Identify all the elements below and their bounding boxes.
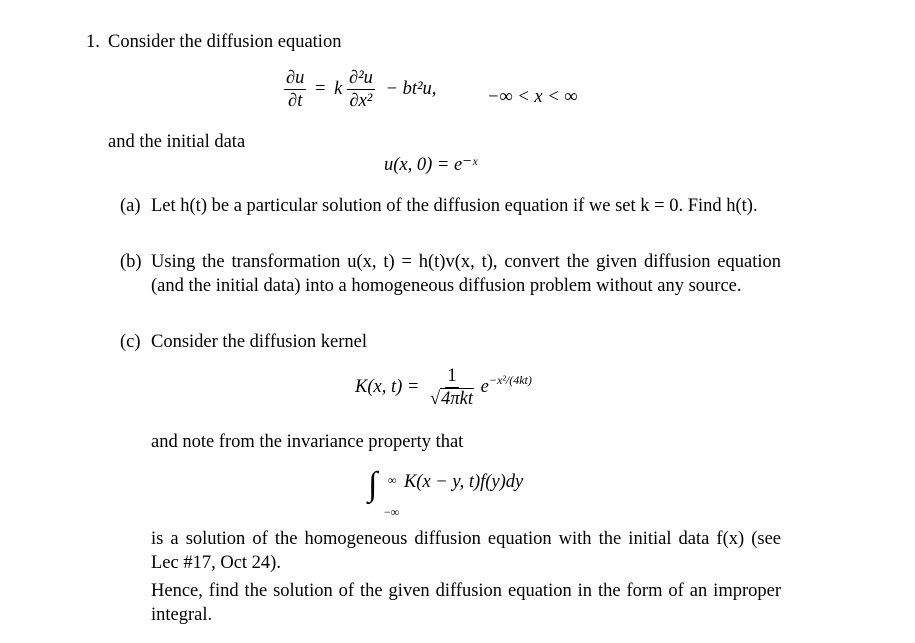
k-coefficient: k — [334, 78, 343, 99]
integral-upper-limit: ∞ — [388, 473, 397, 487]
problem-number: 1. — [86, 32, 100, 52]
closing-solution-text: is a solution of the homogeneous diffusion equation with the initial data f(x) (see Lec #17, Oct 24). — [151, 529, 781, 573]
du-dt-fraction: $\frac{\partial u}{\partial t}$ — [286, 68, 305, 111]
kernel-fraction — [428, 366, 476, 409]
d2u-dx2-fraction: $\frac{\text{∂²u}}{\text{∂x²}}$ — [348, 68, 373, 111]
part-a-text: Let h(t) be a particular solution of the diffusion equation if we set k = 0. Find h(t). — [151, 196, 758, 216]
integral-lower-limit: −∞ — [384, 505, 400, 519]
equals-sign: = — [315, 78, 326, 99]
spatial-domain: −∞ < x < ∞ — [487, 87, 578, 107]
part-b-label: (b) — [120, 252, 142, 272]
invariance-intro: and note from the invariance property that — [151, 432, 464, 452]
part-b-text: Using the transformation u(x, t) = h(t)v(x, t), convert the given diffusion equation (and the initial data) into a homogeneous diffusion problem without any source. — [151, 252, 781, 296]
part-c-text: Consider the diffusion kernel — [151, 332, 367, 352]
diffusion-equation — [284, 68, 436, 120]
convolution-integral — [368, 466, 524, 519]
initial-data-intro: and the initial data — [108, 132, 246, 152]
part-c-label: (c) — [120, 332, 141, 352]
kernel-denominator: √4πkt — [430, 389, 474, 409]
exponential-power: −x²/(4kt) — [488, 372, 532, 387]
closing-task-text: Hence, find the solution of the given diffusion equation in the form of an improper integral. — [151, 581, 781, 625]
decay-term: − bt²u, — [385, 78, 437, 99]
problem-intro: Consider the diffusion equation — [108, 32, 342, 52]
initial-data-equation: u(x, 0) = e⁻ˣ — [384, 155, 478, 175]
kernel-numerator: 1 — [447, 366, 457, 386]
exponential-base: e — [480, 376, 489, 397]
integral-sign: ∫ — [368, 466, 378, 503]
integrand: K(x − y, t)f(y)dy — [403, 472, 524, 492]
part-a-label: (a) — [120, 196, 141, 216]
kernel-lhs: K(x, t) = — [355, 376, 420, 397]
diffusion-kernel — [355, 366, 532, 409]
